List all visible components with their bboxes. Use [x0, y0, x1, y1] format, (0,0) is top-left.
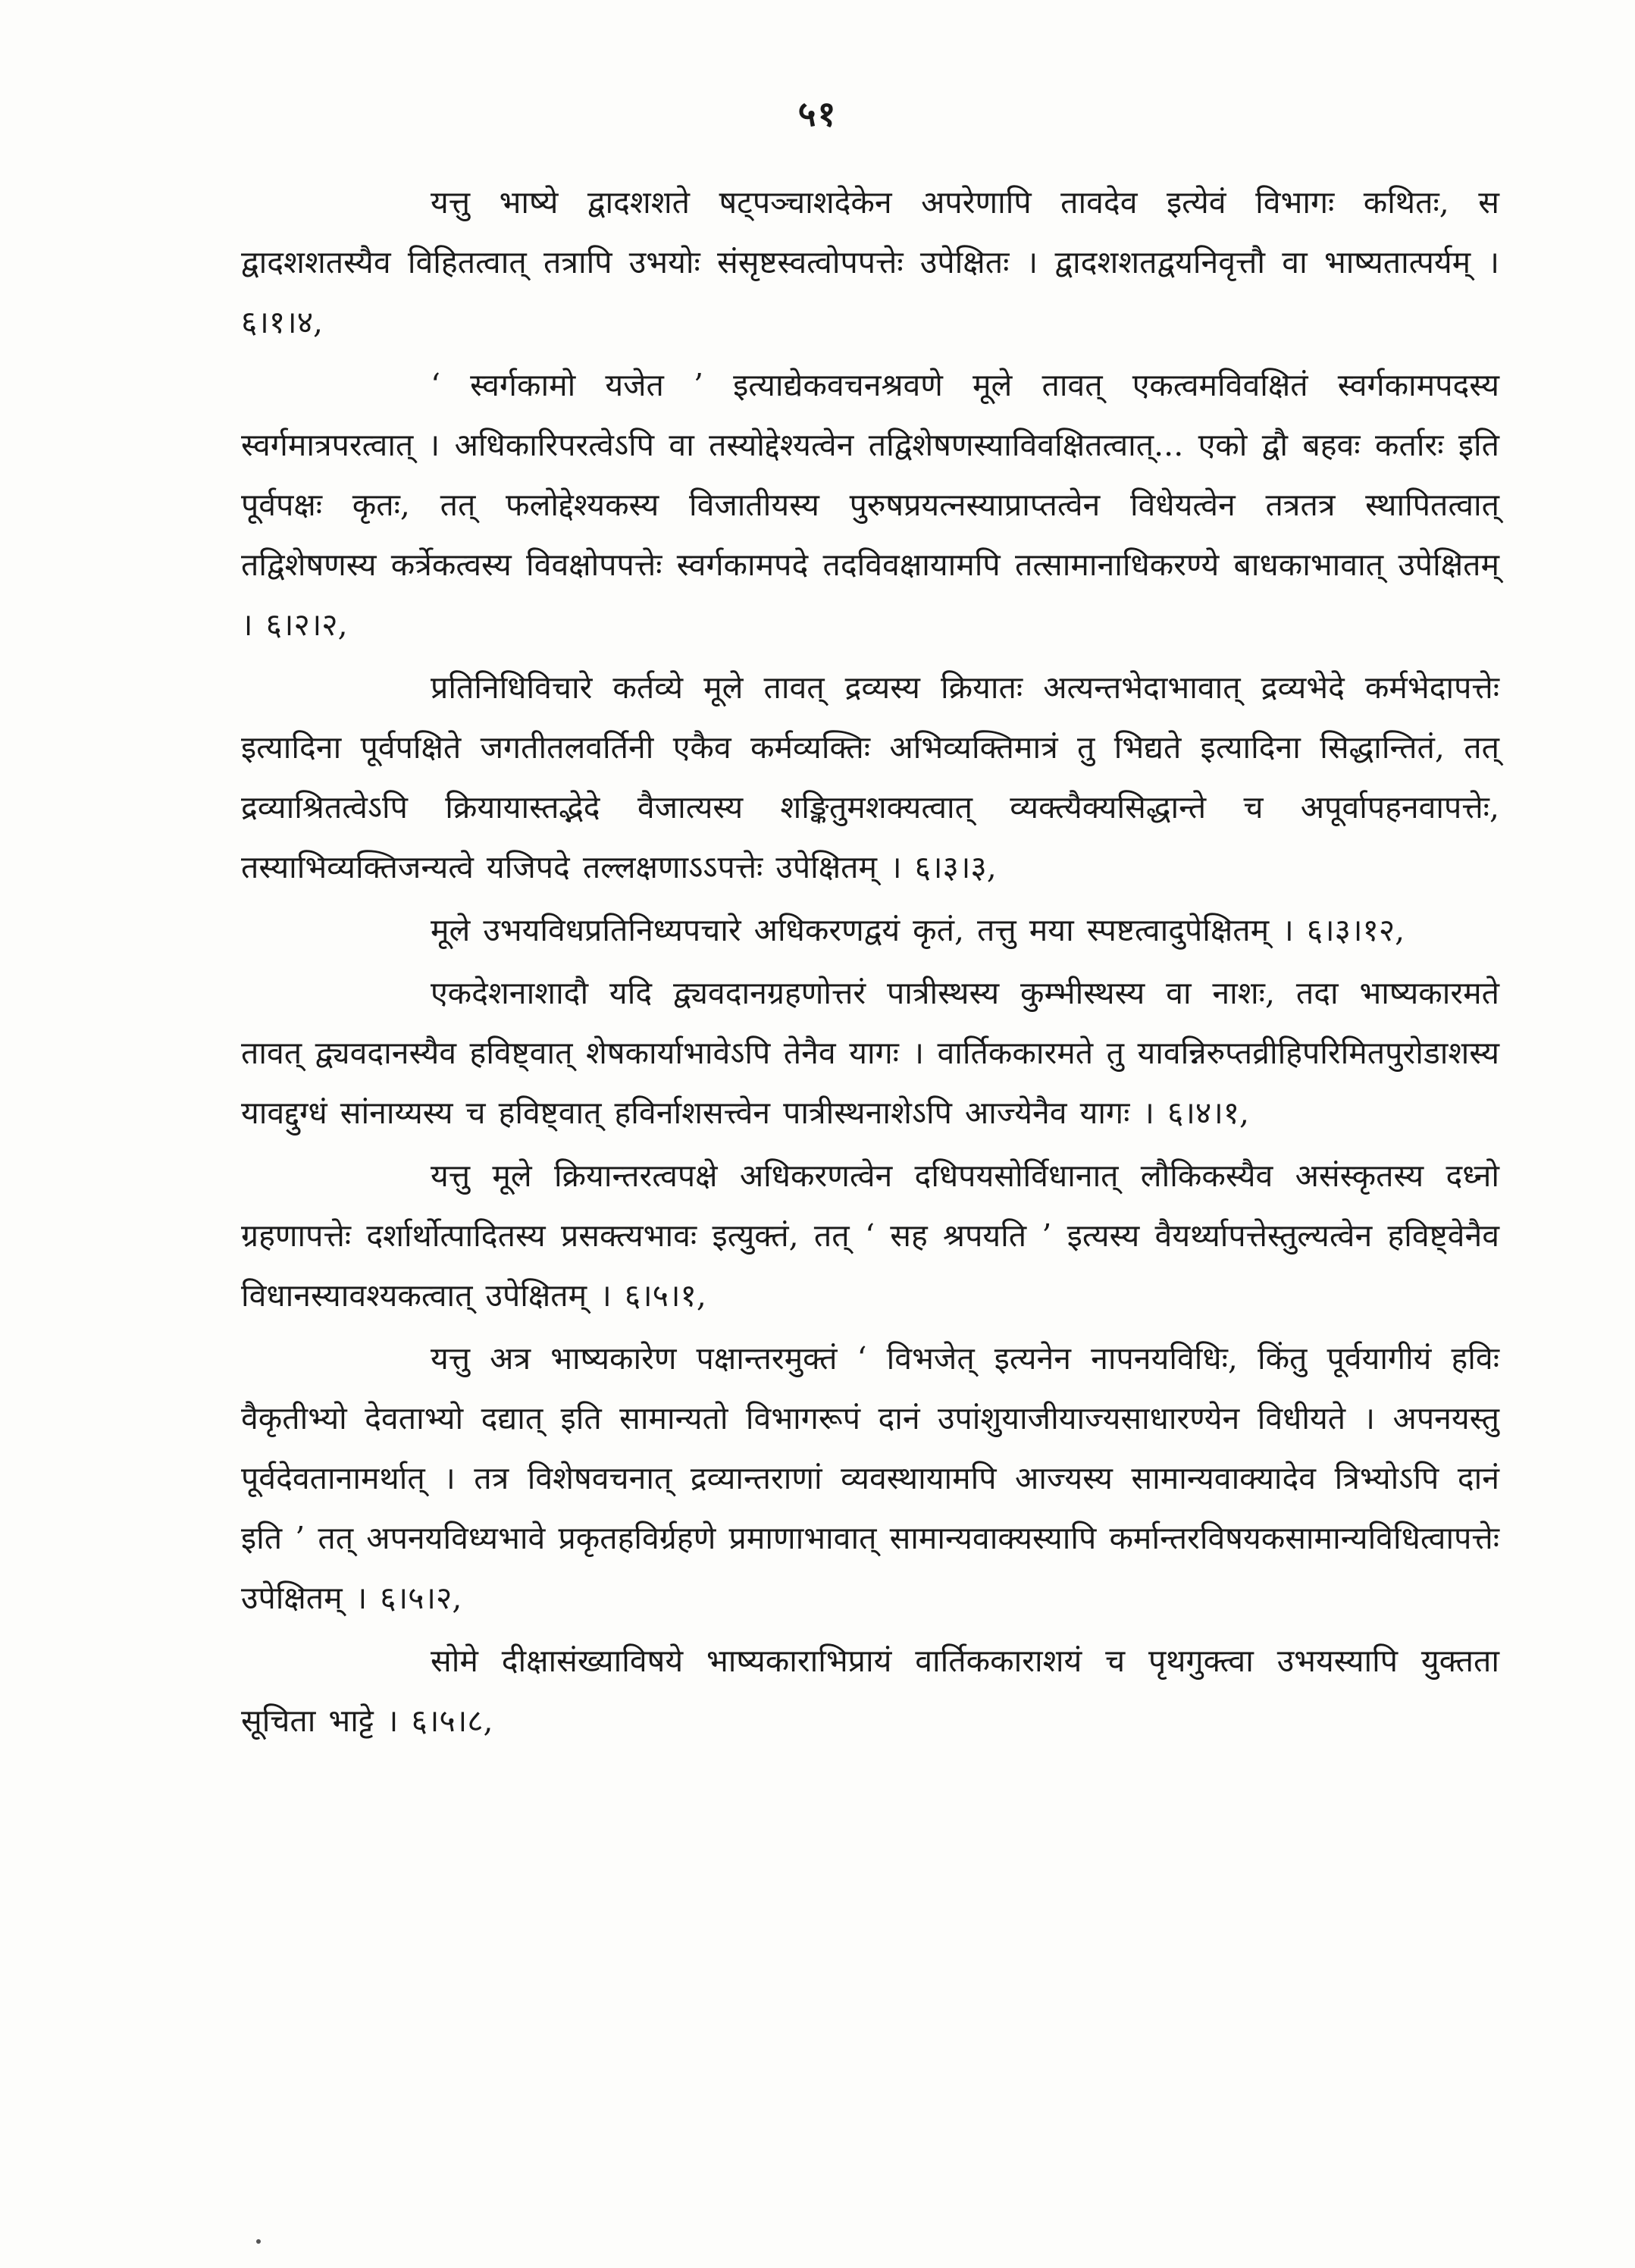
section-reference: ६।३।३, — [914, 849, 997, 885]
paragraph-6 — [241, 1146, 1499, 1326]
paragraph-text: ‘ स्वर्गकामो यजेत ’ इत्याद्येकवचनश्रवणे मूले तावत् एकत्वमविवक्षितं स्वर्गकामपदस्य स्वर्गमात्रपरत्वात् । अधिकारिपरत्वेऽपि वा तस्योद्देश्यत्वेन तद्विशेषणस्याविवक्षितत्वात्... एको द्वौ बहवः कर्तारः इति पूर्वपक्षः कृतः, तत् फलोद्देश्यकस्य विजातीयस्य पुरुषप्रयत्नस्याप्राप्तत्वेन विधेयत्वेन तत्रतत्र स्थापितत्वात् तद्विशेषणस्य कर्त्रेकत्वस्य विवक्षोपपत्तेः स्वर्गकामपदे तदविवक्षायामपि तत्सामानाधिकरण्ये बाधकाभावात् उपेक्षितम् । — [241, 367, 1499, 643]
paragraph-text: मूले उभयविधप्रतिनिध्यपचारे अधिकरणद्वयं कृतं, तत्तु मया स्पष्टत्वादुपेक्षितम् । — [431, 912, 1294, 948]
section-reference: ६।२।२, — [265, 606, 348, 643]
paragraph-text: सोमे दीक्षासंख्याविषये भाष्यकाराभिप्रायं वार्तिककाराशयं च पृथगुक्त्वा उभयस्यापि युक्तता सूचिता भाट्टे । — [241, 1643, 1499, 1739]
body-text — [241, 173, 1499, 1754]
paragraph-text: यत्तु मूले क्रियान्तरत्वपक्षे अधिकरणत्वेन दधिपयसोर्विधानात् लौकिकस्यैव असंस्कृतस्य दध्नो ग्रहणापत्तेः दर्शार्थोत्पादितस्य प्रसक्त्यभावः इत्युक्तं, तत् ‘ सह श्रपयति ’ इत्यस्य वैयर्थ्यापत्तेस्तुल्यत्वेन हविष्ट्वेनैव विधानस्यावश्यकत्वात् उपेक्षितम् । — [241, 1157, 1499, 1314]
section-reference: ६।४।१, — [1167, 1095, 1250, 1131]
section-reference: ६।५।८, — [411, 1703, 493, 1739]
paragraph-text: यत्तु अत्र भाष्यकारेण पक्षान्तरमुक्तं ‘ विभजेत् इत्यनेन नापनयविधिः, किंतु पूर्वयागीयं हविः वैकृतीभ्यो देवताभ्यो दद्यात् इति सामान्यतो विभागरूपं दानं उपांशुयाजीयाज्यसाधारण्येन विधीयते । अपनयस्तु पूर्वदेवतानामर्थात् । तत्र विशेषवचनात् द्रव्यान्तराणां व्यवस्थायामपि आज्यस्य सामान्यवाक्यादेव त्रिभ्योऽपि दानं इति ’ तत् अपनयविध्यभावे प्रकृतहविर्ग्रहणे प्रमाणाभावात् सामान्यवाक्यस्यापि कर्मान्तरविषयकसामान्यविधित्वापत्तेः उपेक्षितम् । — [241, 1340, 1499, 1616]
paragraph-3 — [241, 658, 1499, 897]
paragraph-7 — [241, 1329, 1499, 1628]
section-reference: ६।५।१, — [624, 1277, 706, 1314]
section-reference: ६।१।४, — [241, 304, 324, 340]
paragraph-2 — [241, 356, 1499, 655]
paragraph-4 — [241, 901, 1499, 960]
paragraph-text: यत्तु भाष्ये द्वादशशते षट्पञ्चाशदेकेन अपरेणापि तावदेव इत्येवं विभागः कथितः, स द्वादशशतस्यैव विहितत्वात् तत्रापि उभयोः संसृष्टस्वत्वोपपत्तेः उपेक्षितः । द्वादशशतद्वयनिवृत्तौ वा भाष्यतात्पर्यम् । — [241, 184, 1499, 280]
paragraph-text: प्रतिनिधिविचारे कर्तव्ये मूले तावत् द्रव्यस्य क्रियातः अत्यन्तभेदाभावात् द्रव्यभेदे कर्मभेदापत्तेः इत्यादिना पूर्वपक्षिते जगतीतलवर्तिनी एकैव कर्मव्यक्तिः अभिव्यक्तिमात्रं तु भिद्यते इत्यादिना सिद्धान्तितं, तत् द्रव्याश्रितत्वेऽपि क्रियायास्तद्भेदे वैजात्यस्य शङ्कितुमशक्यत्वात् व्यक्त्यैक्यसिद्धान्ते च अपूर्वापहनवापत्तेः, तस्याभिव्यक्तिजन्यत्वे यजिपदे तल्लक्षणाऽऽपत्तेः उपेक्षितम् । — [241, 669, 1499, 885]
section-reference: ६।३।१२, — [1306, 912, 1405, 948]
paragraph-8 — [241, 1631, 1499, 1751]
page-number: ५१ — [797, 93, 838, 134]
paragraph-text: एकदेशनाशादौ यदि द्व्यवदानग्रहणोत्तरं पात्रीस्थस्य कुम्भीस्थस्य वा नाशः, तदा भाष्यकारमते तावत् द्व्यवदानस्यैव हविष्ट्वात् शेषकार्याभावेऽपि तेनैव यागः । वार्तिककारमते तु यावन्निरुप्तव्रीहिपरिमितपुरोडाशस्य यावद्दुग्धं सांनाय्यस्य च हविष्ट्वात् हविर्नाशसत्त्वेन पात्रीस्थनाशेऽपि आज्येनैव यागः । — [241, 975, 1499, 1131]
scan-speck — [256, 2239, 261, 2244]
paragraph-1 — [241, 173, 1499, 352]
paragraph-5 — [241, 963, 1499, 1143]
section-reference: ६।५।२, — [380, 1580, 462, 1616]
